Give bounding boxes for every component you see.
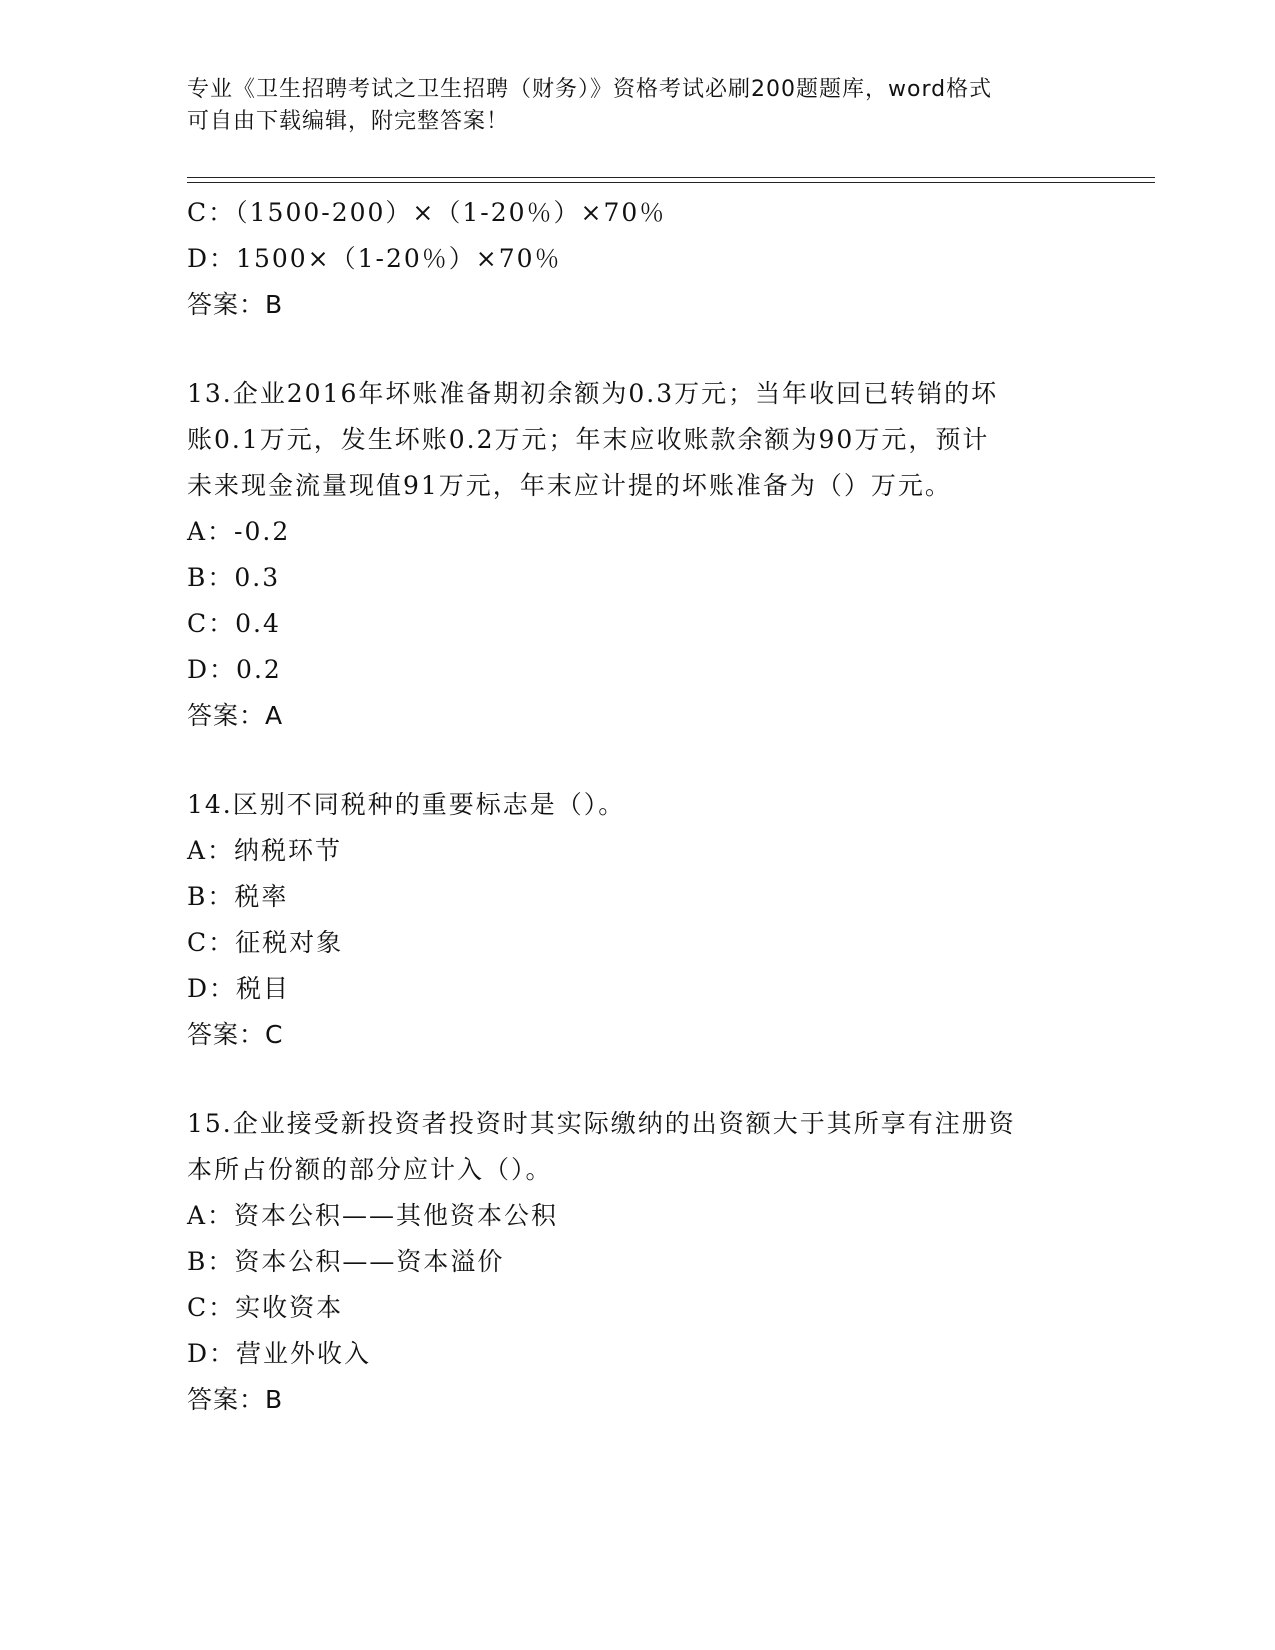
option-b: B：资本公积——资本溢价 (187, 1247, 505, 1276)
question-stem: 15.企业接受新投资者投资时其实际缴纳的出资额大于其所享有注册资 (187, 1109, 1016, 1138)
option-b: B：0.3 (187, 563, 281, 592)
question-block-14 (187, 782, 1087, 1058)
option-a: A：纳税环节 (187, 836, 343, 865)
option-c: C：（1500-200）×（1-20％）×70％ (187, 198, 667, 227)
spacer (187, 739, 1087, 782)
spacer (187, 328, 1087, 371)
spacer (187, 1058, 1087, 1101)
option-d: D：税目 (187, 974, 291, 1003)
answer-line: 答案：B (187, 1385, 284, 1414)
question-stem: 14.区别不同税种的重要标志是（）。 (187, 790, 626, 819)
question-stem: 本所占份额的部分应计入（）。 (187, 1155, 553, 1184)
option-c: C：实收资本 (187, 1293, 344, 1322)
question-stem: 未来现金流量现值91万元，年末应计提的坏账准备为（）万元。 (187, 471, 952, 500)
option-d: D：营业外收入 (187, 1339, 372, 1368)
option-b: B：税率 (187, 882, 289, 911)
document-header (187, 74, 1087, 138)
header-divider-top (187, 177, 1155, 178)
option-a: A：-0.2 (187, 517, 291, 546)
option-c: C：0.4 (187, 609, 281, 638)
question-block-15 (187, 1101, 1087, 1423)
answer-line: 答案：A (187, 701, 284, 730)
header-line-1: 专业《卫生招聘考试之卫生招聘（财务）》资格考试必刷200题题库，word格式 (187, 77, 993, 102)
header-divider-bottom (187, 182, 1155, 183)
question-stem: 13.企业2016年坏账准备期初余额为0.3万元；当年收回已转销的坏 (187, 379, 999, 408)
question-block-prev (187, 190, 1087, 328)
option-d: D：0.2 (187, 655, 282, 684)
question-stem: 账0.1万元，发生坏账0.2万元；年末应收账款余额为90万元，预计 (187, 425, 990, 454)
question-list (187, 190, 1087, 1423)
answer-line: 答案：B (187, 290, 284, 319)
question-block-13 (187, 371, 1087, 739)
header-line-2: 可自由下载编辑，附完整答案！ (187, 109, 510, 134)
option-a: A：资本公积——其他资本公积 (187, 1201, 559, 1230)
option-c: C：征税对象 (187, 928, 344, 957)
option-d: D：1500×（1-20％）×70％ (187, 244, 562, 273)
answer-line: 答案：C (187, 1020, 284, 1049)
